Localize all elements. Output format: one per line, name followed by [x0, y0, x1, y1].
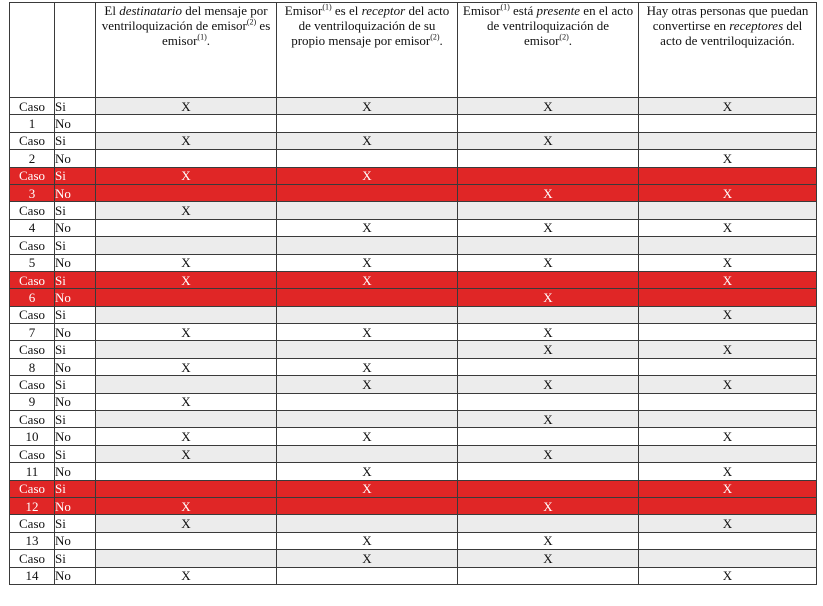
case-number: 12 [10, 497, 55, 514]
case-label: Caso [10, 202, 55, 219]
no-label: No [55, 150, 96, 167]
case-label: Caso [10, 167, 55, 184]
mark-cell [458, 480, 639, 497]
mark-cell [96, 219, 277, 236]
mark-cell [639, 324, 817, 341]
mark-cell: X [96, 254, 277, 271]
mark-cell [639, 411, 817, 428]
mark-cell [96, 411, 277, 428]
mark-cell [277, 306, 458, 323]
mark-cell: X [277, 219, 458, 236]
case-number: 5 [10, 254, 55, 271]
mark-cell: X [277, 428, 458, 445]
mark-cell: X [96, 167, 277, 184]
mark-cell: X [96, 567, 277, 584]
table-row [10, 167, 817, 184]
no-label: No [55, 393, 96, 410]
table-row [10, 515, 817, 532]
header-destinatario: El destinatario del mensaje por ventriloquización de emisor$^{(2)}$ es emisor$^{(1)}$. [96, 3, 277, 98]
si-label: Si [55, 480, 96, 497]
case-label: Caso [10, 341, 55, 358]
mark-cell [96, 150, 277, 167]
mark-cell: X [96, 497, 277, 514]
mark-cell: X [277, 550, 458, 567]
table-row [10, 393, 817, 410]
si-label: Si [55, 515, 96, 532]
mark-cell: X [96, 445, 277, 462]
case-number: 4 [10, 219, 55, 236]
case-label: Caso [10, 411, 55, 428]
case-label: Caso [10, 132, 55, 149]
mark-cell: X [639, 515, 817, 532]
table-row [10, 567, 817, 584]
mark-cell: X [277, 358, 458, 375]
table-row [10, 219, 817, 236]
mark-cell: X [96, 428, 277, 445]
table-row [10, 532, 817, 549]
mark-cell [639, 115, 817, 132]
table-row [10, 411, 817, 428]
mark-cell [96, 341, 277, 358]
mark-cell [458, 150, 639, 167]
case-label: Caso [10, 306, 55, 323]
table-row [10, 376, 817, 393]
no-label: No [55, 428, 96, 445]
mark-cell [277, 393, 458, 410]
mark-cell: X [277, 463, 458, 480]
table-row [10, 463, 817, 480]
case-number: 14 [10, 567, 55, 584]
mark-cell [458, 115, 639, 132]
si-label: Si [55, 341, 96, 358]
case-number: 8 [10, 358, 55, 375]
mark-cell: X [639, 341, 817, 358]
mark-cell: X [277, 271, 458, 288]
mark-cell: X [639, 306, 817, 323]
table-row [10, 150, 817, 167]
table-row [10, 550, 817, 567]
case-label: Caso [10, 480, 55, 497]
mark-cell: X [458, 497, 639, 514]
table-row [10, 445, 817, 462]
mark-cell [96, 237, 277, 254]
no-label: No [55, 254, 96, 271]
no-label: No [55, 289, 96, 306]
mark-cell [639, 445, 817, 462]
mark-cell: X [96, 358, 277, 375]
mark-cell [639, 497, 817, 514]
si-label: Si [55, 237, 96, 254]
mark-cell [277, 341, 458, 358]
case-number: 6 [10, 289, 55, 306]
table-row [10, 254, 817, 271]
mark-cell: X [458, 550, 639, 567]
mark-cell: X [639, 376, 817, 393]
no-label: No [55, 463, 96, 480]
mark-cell: X [458, 219, 639, 236]
si-label: Si [55, 167, 96, 184]
si-label: Si [55, 445, 96, 462]
mark-cell: X [458, 132, 639, 149]
mark-cell [639, 358, 817, 375]
mark-cell [277, 184, 458, 201]
mark-cell: X [639, 480, 817, 497]
table-row [10, 184, 817, 201]
mark-cell [458, 463, 639, 480]
table-row [10, 497, 817, 514]
mark-cell [458, 167, 639, 184]
mark-cell [639, 237, 817, 254]
mark-cell: X [96, 324, 277, 341]
mark-cell [96, 376, 277, 393]
si-label: Si [55, 98, 96, 115]
table-row [10, 306, 817, 323]
mark-cell: X [639, 567, 817, 584]
si-label: Si [55, 132, 96, 149]
table-row [10, 271, 817, 288]
header-row [10, 3, 817, 98]
case-number: 13 [10, 532, 55, 549]
mark-cell [277, 115, 458, 132]
header-otros-receptores: Hay otras personas que puedan convertirse en receptores del acto de ventriloquización. [639, 3, 817, 98]
table-row [10, 324, 817, 341]
case-label: Caso [10, 98, 55, 115]
mark-cell: X [96, 132, 277, 149]
mark-cell: X [639, 463, 817, 480]
mark-cell [458, 428, 639, 445]
mark-cell: X [277, 167, 458, 184]
header-receptor: Emisor$^{(1)}$ es el receptor del acto de ventriloquización de su propio mensaje por emisor$^{(2)}$. [277, 3, 458, 98]
mark-cell: X [277, 254, 458, 271]
si-label: Si [55, 271, 96, 288]
mark-cell [96, 463, 277, 480]
no-label: No [55, 497, 96, 514]
mark-cell: X [639, 271, 817, 288]
case-number: 9 [10, 393, 55, 410]
si-label: Si [55, 202, 96, 219]
mark-cell: X [96, 515, 277, 532]
si-label: Si [55, 550, 96, 567]
case-label: Caso [10, 237, 55, 254]
mark-cell: X [277, 324, 458, 341]
mark-cell: X [458, 324, 639, 341]
no-label: No [55, 115, 96, 132]
table-row [10, 341, 817, 358]
mark-cell: X [639, 98, 817, 115]
mark-cell: X [277, 98, 458, 115]
table-row [10, 237, 817, 254]
case-label: Caso [10, 550, 55, 567]
mark-cell [639, 393, 817, 410]
case-number: 3 [10, 184, 55, 201]
case-number: 1 [10, 115, 55, 132]
table-body [10, 98, 817, 585]
mark-cell: X [458, 254, 639, 271]
mark-cell [96, 184, 277, 201]
mark-cell [458, 515, 639, 532]
mark-cell: X [639, 254, 817, 271]
table-row [10, 289, 817, 306]
si-label: Si [55, 411, 96, 428]
mark-cell [277, 411, 458, 428]
mark-cell: X [639, 184, 817, 201]
mark-cell [639, 289, 817, 306]
no-label: No [55, 184, 96, 201]
table-row [10, 115, 817, 132]
mark-cell [458, 237, 639, 254]
mark-cell [458, 393, 639, 410]
mark-cell [277, 445, 458, 462]
mark-cell [277, 515, 458, 532]
case-number: 2 [10, 150, 55, 167]
no-label: No [55, 219, 96, 236]
mark-cell [458, 271, 639, 288]
case-number: 11 [10, 463, 55, 480]
si-label: Si [55, 376, 96, 393]
case-label: Caso [10, 376, 55, 393]
header-blank-answer [55, 3, 96, 98]
mark-cell: X [277, 532, 458, 549]
mark-cell [639, 532, 817, 549]
table-row [10, 358, 817, 375]
table-row [10, 428, 817, 445]
mark-cell [96, 532, 277, 549]
mark-cell: X [458, 411, 639, 428]
table-row [10, 480, 817, 497]
no-label: No [55, 324, 96, 341]
case-number: 10 [10, 428, 55, 445]
si-label: Si [55, 306, 96, 323]
mark-cell [458, 358, 639, 375]
mark-cell: X [458, 341, 639, 358]
mark-cell [96, 550, 277, 567]
mark-cell [96, 115, 277, 132]
ventriloquization-table [9, 2, 817, 585]
mark-cell: X [639, 219, 817, 236]
mark-cell: X [277, 376, 458, 393]
mark-cell [639, 202, 817, 219]
mark-cell: X [96, 202, 277, 219]
mark-cell [639, 167, 817, 184]
table-row [10, 132, 817, 149]
mark-cell [277, 497, 458, 514]
mark-cell: X [96, 271, 277, 288]
mark-cell [458, 202, 639, 219]
mark-cell: X [277, 480, 458, 497]
mark-cell [96, 306, 277, 323]
case-label: Caso [10, 515, 55, 532]
mark-cell [639, 132, 817, 149]
mark-cell: X [458, 532, 639, 549]
mark-cell: X [458, 445, 639, 462]
no-label: No [55, 567, 96, 584]
mark-cell [96, 289, 277, 306]
mark-cell [458, 306, 639, 323]
case-label: Caso [10, 271, 55, 288]
mark-cell: X [96, 98, 277, 115]
header-blank-case [10, 3, 55, 98]
mark-cell: X [639, 150, 817, 167]
mark-cell [639, 550, 817, 567]
mark-cell: X [458, 289, 639, 306]
no-label: No [55, 358, 96, 375]
table-row [10, 202, 817, 219]
mark-cell [277, 289, 458, 306]
mark-cell: X [96, 393, 277, 410]
mark-cell: X [277, 132, 458, 149]
case-label: Caso [10, 445, 55, 462]
table-row [10, 98, 817, 115]
mark-cell [277, 237, 458, 254]
mark-cell [277, 567, 458, 584]
mark-cell [458, 567, 639, 584]
mark-cell [96, 480, 277, 497]
mark-cell [277, 150, 458, 167]
mark-cell: X [458, 376, 639, 393]
mark-cell: X [639, 428, 817, 445]
mark-cell: X [458, 98, 639, 115]
mark-cell [277, 202, 458, 219]
header-presente: Emisor$^{(1)}$ está presente en el acto de ventriloquización de emisor$^{(2)}$. [458, 3, 639, 98]
no-label: No [55, 532, 96, 549]
mark-cell: X [458, 184, 639, 201]
case-number: 7 [10, 324, 55, 341]
